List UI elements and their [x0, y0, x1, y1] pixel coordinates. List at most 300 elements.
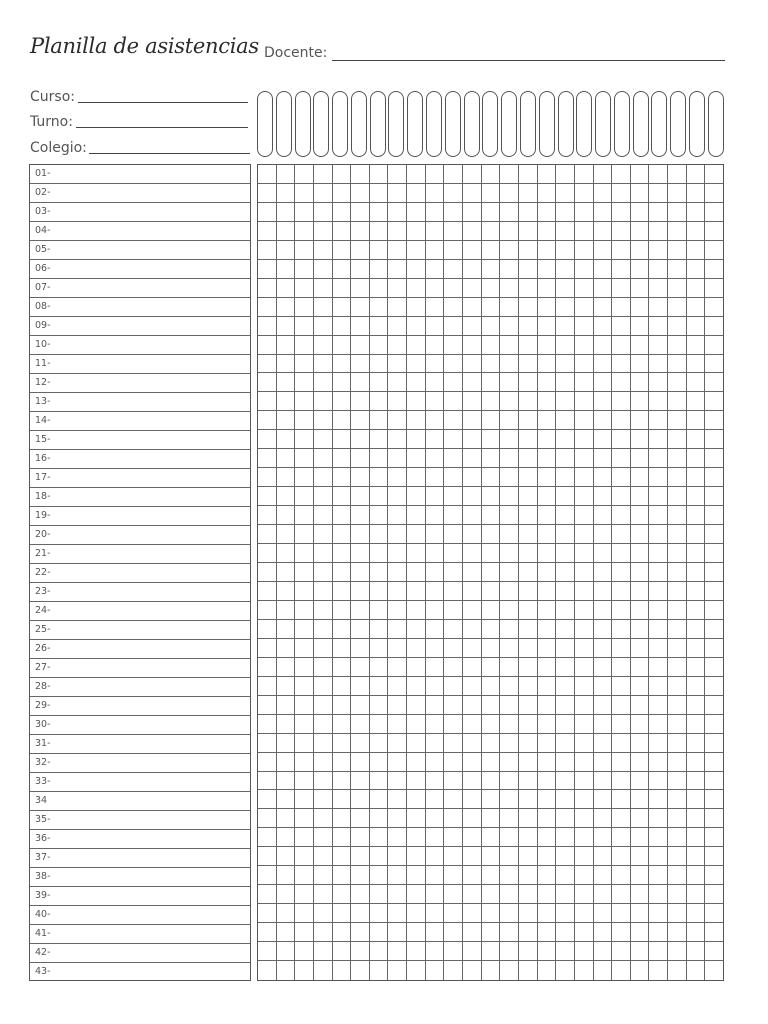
attendance-cell[interactable]	[612, 923, 631, 941]
attendance-cell[interactable]	[314, 373, 333, 391]
attendance-cell[interactable]	[314, 866, 333, 884]
attendance-cell[interactable]	[575, 184, 594, 202]
attendance-cell[interactable]	[594, 961, 613, 980]
attendance-cell[interactable]	[649, 639, 668, 657]
attendance-cell[interactable]	[463, 468, 482, 486]
attendance-cell[interactable]	[258, 734, 277, 752]
attendance-cell[interactable]	[649, 506, 668, 524]
attendance-cell[interactable]	[407, 961, 426, 980]
attendance-cell[interactable]	[519, 828, 538, 846]
student-row[interactable]: 06-	[30, 260, 250, 279]
attendance-cell[interactable]	[388, 487, 407, 505]
attendance-cell[interactable]	[556, 449, 575, 467]
student-row[interactable]: 29-	[30, 697, 250, 716]
attendance-cell[interactable]	[519, 715, 538, 733]
attendance-cell[interactable]	[426, 923, 445, 941]
attendance-cell[interactable]	[351, 715, 370, 733]
attendance-cell[interactable]	[407, 828, 426, 846]
attendance-cell[interactable]	[631, 184, 650, 202]
attendance-cell[interactable]	[370, 449, 389, 467]
attendance-cell[interactable]	[258, 639, 277, 657]
attendance-cell[interactable]	[463, 544, 482, 562]
attendance-cell[interactable]	[668, 487, 687, 505]
attendance-cell[interactable]	[388, 203, 407, 221]
attendance-cell[interactable]	[556, 260, 575, 278]
attendance-cell[interactable]	[538, 184, 557, 202]
attendance-cell[interactable]	[519, 184, 538, 202]
attendance-cell[interactable]	[556, 942, 575, 960]
attendance-cell[interactable]	[482, 866, 501, 884]
attendance-cell[interactable]	[482, 961, 501, 980]
attendance-cell[interactable]	[500, 355, 519, 373]
attendance-cell[interactable]	[333, 165, 352, 183]
attendance-cell[interactable]	[556, 544, 575, 562]
attendance-cell[interactable]	[277, 715, 296, 733]
attendance-cell[interactable]	[631, 506, 650, 524]
curso-field-line[interactable]	[78, 102, 248, 103]
attendance-cell[interactable]	[500, 753, 519, 771]
attendance-cell[interactable]	[594, 468, 613, 486]
attendance-cell[interactable]	[388, 336, 407, 354]
attendance-cell[interactable]	[426, 317, 445, 335]
attendance-cell[interactable]	[519, 942, 538, 960]
attendance-cell[interactable]	[370, 279, 389, 297]
attendance-cell[interactable]	[463, 715, 482, 733]
attendance-cell[interactable]	[575, 677, 594, 695]
attendance-cell[interactable]	[705, 241, 723, 259]
student-row[interactable]: 42-	[30, 944, 250, 963]
attendance-cell[interactable]	[333, 336, 352, 354]
attendance-cell[interactable]	[351, 203, 370, 221]
attendance-cell[interactable]	[649, 298, 668, 316]
attendance-cell[interactable]	[370, 696, 389, 714]
attendance-cell[interactable]	[612, 772, 631, 790]
attendance-cell[interactable]	[594, 790, 613, 808]
attendance-cell[interactable]	[444, 487, 463, 505]
attendance-cell[interactable]	[351, 449, 370, 467]
attendance-cell[interactable]	[575, 449, 594, 467]
attendance-cell[interactable]	[519, 923, 538, 941]
attendance-cell[interactable]	[575, 355, 594, 373]
attendance-cell[interactable]	[295, 279, 314, 297]
attendance-cell[interactable]	[277, 847, 296, 865]
attendance-cell[interactable]	[556, 753, 575, 771]
date-header-pill[interactable]	[257, 91, 273, 157]
attendance-cell[interactable]	[388, 790, 407, 808]
attendance-cell[interactable]	[258, 449, 277, 467]
attendance-cell[interactable]	[538, 298, 557, 316]
attendance-cell[interactable]	[687, 392, 706, 410]
attendance-cell[interactable]	[668, 961, 687, 980]
attendance-cell[interactable]	[668, 525, 687, 543]
attendance-cell[interactable]	[594, 658, 613, 676]
attendance-cell[interactable]	[407, 222, 426, 240]
attendance-cell[interactable]	[500, 601, 519, 619]
attendance-cell[interactable]	[594, 449, 613, 467]
attendance-cell[interactable]	[705, 885, 723, 903]
attendance-cell[interactable]	[649, 165, 668, 183]
attendance-cell[interactable]	[444, 298, 463, 316]
attendance-cell[interactable]	[668, 753, 687, 771]
attendance-cell[interactable]	[258, 468, 277, 486]
attendance-cell[interactable]	[612, 904, 631, 922]
attendance-cell[interactable]	[388, 753, 407, 771]
attendance-cell[interactable]	[519, 279, 538, 297]
attendance-cell[interactable]	[482, 392, 501, 410]
attendance-cell[interactable]	[575, 866, 594, 884]
attendance-cell[interactable]	[631, 222, 650, 240]
attendance-cell[interactable]	[575, 165, 594, 183]
attendance-cell[interactable]	[500, 772, 519, 790]
attendance-cell[interactable]	[631, 790, 650, 808]
attendance-cell[interactable]	[668, 923, 687, 941]
attendance-cell[interactable]	[575, 279, 594, 297]
date-header-pill[interactable]	[370, 91, 386, 157]
attendance-cell[interactable]	[687, 525, 706, 543]
attendance-cell[interactable]	[314, 601, 333, 619]
attendance-cell[interactable]	[612, 317, 631, 335]
attendance-cell[interactable]	[258, 582, 277, 600]
attendance-cell[interactable]	[444, 639, 463, 657]
attendance-cell[interactable]	[612, 260, 631, 278]
attendance-cell[interactable]	[538, 525, 557, 543]
attendance-cell[interactable]	[370, 658, 389, 676]
attendance-cell[interactable]	[687, 715, 706, 733]
attendance-cell[interactable]	[258, 373, 277, 391]
student-row[interactable]: 13-	[30, 393, 250, 412]
attendance-cell[interactable]	[444, 620, 463, 638]
attendance-cell[interactable]	[538, 279, 557, 297]
attendance-cell[interactable]	[426, 772, 445, 790]
attendance-cell[interactable]	[500, 411, 519, 429]
attendance-cell[interactable]	[594, 582, 613, 600]
attendance-cell[interactable]	[649, 620, 668, 638]
attendance-cell[interactable]	[258, 828, 277, 846]
attendance-cell[interactable]	[519, 961, 538, 980]
student-row[interactable]: 05-	[30, 241, 250, 260]
attendance-cell[interactable]	[407, 772, 426, 790]
attendance-cell[interactable]	[351, 639, 370, 657]
attendance-cell[interactable]	[631, 317, 650, 335]
attendance-cell[interactable]	[631, 809, 650, 827]
attendance-cell[interactable]	[482, 715, 501, 733]
attendance-cell[interactable]	[426, 506, 445, 524]
date-header-pill[interactable]	[539, 91, 555, 157]
attendance-cell[interactable]	[631, 336, 650, 354]
attendance-cell[interactable]	[500, 677, 519, 695]
attendance-cell[interactable]	[612, 620, 631, 638]
attendance-cell[interactable]	[482, 734, 501, 752]
attendance-cell[interactable]	[333, 753, 352, 771]
attendance-cell[interactable]	[258, 317, 277, 335]
attendance-cell[interactable]	[631, 601, 650, 619]
attendance-cell[interactable]	[668, 222, 687, 240]
attendance-cell[interactable]	[388, 449, 407, 467]
attendance-cell[interactable]	[444, 260, 463, 278]
attendance-cell[interactable]	[388, 563, 407, 581]
attendance-cell[interactable]	[594, 809, 613, 827]
attendance-cell[interactable]	[594, 241, 613, 259]
attendance-cell[interactable]	[631, 866, 650, 884]
attendance-cell[interactable]	[333, 184, 352, 202]
attendance-cell[interactable]	[631, 923, 650, 941]
attendance-cell[interactable]	[594, 525, 613, 543]
attendance-cell[interactable]	[482, 620, 501, 638]
attendance-cell[interactable]	[500, 165, 519, 183]
attendance-cell[interactable]	[538, 373, 557, 391]
attendance-cell[interactable]	[351, 734, 370, 752]
attendance-cell[interactable]	[426, 753, 445, 771]
attendance-cell[interactable]	[351, 753, 370, 771]
attendance-cell[interactable]	[687, 317, 706, 335]
attendance-cell[interactable]	[333, 961, 352, 980]
attendance-cell[interactable]	[333, 373, 352, 391]
attendance-cell[interactable]	[444, 222, 463, 240]
attendance-cell[interactable]	[407, 544, 426, 562]
attendance-cell[interactable]	[314, 165, 333, 183]
attendance-cell[interactable]	[277, 828, 296, 846]
attendance-cell[interactable]	[333, 601, 352, 619]
attendance-cell[interactable]	[575, 468, 594, 486]
attendance-cell[interactable]	[631, 961, 650, 980]
attendance-cell[interactable]	[295, 487, 314, 505]
attendance-cell[interactable]	[463, 487, 482, 505]
student-row[interactable]: 34	[30, 792, 250, 811]
attendance-cell[interactable]	[612, 734, 631, 752]
attendance-cell[interactable]	[649, 430, 668, 448]
attendance-cell[interactable]	[351, 468, 370, 486]
attendance-cell[interactable]	[295, 336, 314, 354]
attendance-cell[interactable]	[687, 923, 706, 941]
attendance-cell[interactable]	[314, 411, 333, 429]
attendance-cell[interactable]	[426, 658, 445, 676]
attendance-cell[interactable]	[649, 468, 668, 486]
attendance-cell[interactable]	[668, 942, 687, 960]
attendance-cell[interactable]	[351, 923, 370, 941]
attendance-cell[interactable]	[705, 430, 723, 448]
student-row[interactable]: 02-	[30, 184, 250, 203]
attendance-cell[interactable]	[519, 885, 538, 903]
attendance-cell[interactable]	[407, 298, 426, 316]
attendance-cell[interactable]	[687, 468, 706, 486]
attendance-cell[interactable]	[314, 828, 333, 846]
attendance-cell[interactable]	[314, 942, 333, 960]
attendance-cell[interactable]	[482, 847, 501, 865]
attendance-cell[interactable]	[370, 544, 389, 562]
attendance-cell[interactable]	[538, 715, 557, 733]
attendance-cell[interactable]	[314, 222, 333, 240]
attendance-cell[interactable]	[519, 639, 538, 657]
attendance-cell[interactable]	[631, 904, 650, 922]
attendance-cell[interactable]	[258, 506, 277, 524]
attendance-cell[interactable]	[314, 885, 333, 903]
attendance-cell[interactable]	[370, 430, 389, 448]
attendance-cell[interactable]	[333, 506, 352, 524]
attendance-cell[interactable]	[612, 184, 631, 202]
date-header-pill[interactable]	[482, 91, 498, 157]
attendance-cell[interactable]	[556, 904, 575, 922]
attendance-cell[interactable]	[463, 411, 482, 429]
attendance-cell[interactable]	[538, 241, 557, 259]
attendance-cell[interactable]	[314, 847, 333, 865]
attendance-cell[interactable]	[277, 487, 296, 505]
attendance-cell[interactable]	[463, 639, 482, 657]
attendance-cell[interactable]	[631, 885, 650, 903]
attendance-cell[interactable]	[444, 373, 463, 391]
attendance-cell[interactable]	[482, 885, 501, 903]
attendance-cell[interactable]	[314, 392, 333, 410]
attendance-cell[interactable]	[538, 809, 557, 827]
attendance-cell[interactable]	[333, 904, 352, 922]
attendance-cell[interactable]	[575, 317, 594, 335]
attendance-cell[interactable]	[426, 336, 445, 354]
attendance-cell[interactable]	[333, 866, 352, 884]
attendance-cell[interactable]	[594, 317, 613, 335]
attendance-cell[interactable]	[705, 411, 723, 429]
attendance-cell[interactable]	[500, 639, 519, 657]
attendance-cell[interactable]	[612, 753, 631, 771]
attendance-cell[interactable]	[500, 449, 519, 467]
attendance-cell[interactable]	[500, 734, 519, 752]
attendance-cell[interactable]	[388, 847, 407, 865]
attendance-cell[interactable]	[705, 828, 723, 846]
attendance-cell[interactable]	[370, 487, 389, 505]
attendance-cell[interactable]	[333, 677, 352, 695]
attendance-cell[interactable]	[687, 373, 706, 391]
attendance-cell[interactable]	[649, 885, 668, 903]
attendance-cell[interactable]	[519, 241, 538, 259]
attendance-cell[interactable]	[426, 790, 445, 808]
attendance-cell[interactable]	[426, 828, 445, 846]
attendance-cell[interactable]	[687, 260, 706, 278]
attendance-cell[interactable]	[500, 544, 519, 562]
attendance-cell[interactable]	[407, 336, 426, 354]
attendance-cell[interactable]	[538, 923, 557, 941]
attendance-cell[interactable]	[333, 298, 352, 316]
attendance-cell[interactable]	[687, 942, 706, 960]
attendance-cell[interactable]	[538, 904, 557, 922]
attendance-cell[interactable]	[426, 563, 445, 581]
attendance-cell[interactable]	[500, 847, 519, 865]
attendance-cell[interactable]	[668, 260, 687, 278]
attendance-cell[interactable]	[556, 582, 575, 600]
attendance-cell[interactable]	[668, 317, 687, 335]
attendance-cell[interactable]	[351, 772, 370, 790]
attendance-cell[interactable]	[426, 165, 445, 183]
attendance-cell[interactable]	[351, 601, 370, 619]
attendance-cell[interactable]	[463, 279, 482, 297]
attendance-cell[interactable]	[444, 658, 463, 676]
date-header-pill[interactable]	[426, 91, 442, 157]
attendance-cell[interactable]	[482, 449, 501, 467]
attendance-cell[interactable]	[444, 279, 463, 297]
student-row[interactable]: 23-	[30, 583, 250, 602]
attendance-cell[interactable]	[388, 866, 407, 884]
attendance-cell[interactable]	[612, 279, 631, 297]
attendance-cell[interactable]	[444, 506, 463, 524]
attendance-cell[interactable]	[649, 392, 668, 410]
attendance-cell[interactable]	[426, 184, 445, 202]
attendance-cell[interactable]	[388, 620, 407, 638]
attendance-cell[interactable]	[687, 544, 706, 562]
attendance-cell[interactable]	[668, 734, 687, 752]
attendance-cell[interactable]	[482, 487, 501, 505]
attendance-cell[interactable]	[668, 411, 687, 429]
attendance-cell[interactable]	[444, 847, 463, 865]
attendance-cell[interactable]	[519, 544, 538, 562]
attendance-cell[interactable]	[482, 828, 501, 846]
student-row[interactable]: 09-	[30, 317, 250, 336]
attendance-cell[interactable]	[463, 753, 482, 771]
attendance-cell[interactable]	[575, 525, 594, 543]
attendance-cell[interactable]	[407, 696, 426, 714]
attendance-cell[interactable]	[426, 582, 445, 600]
attendance-cell[interactable]	[351, 809, 370, 827]
attendance-cell[interactable]	[705, 279, 723, 297]
attendance-cell[interactable]	[556, 373, 575, 391]
attendance-cell[interactable]	[519, 809, 538, 827]
attendance-cell[interactable]	[370, 809, 389, 827]
attendance-cell[interactable]	[705, 165, 723, 183]
attendance-cell[interactable]	[556, 355, 575, 373]
attendance-cell[interactable]	[538, 336, 557, 354]
attendance-cell[interactable]	[500, 184, 519, 202]
attendance-cell[interactable]	[444, 355, 463, 373]
attendance-cell[interactable]	[575, 942, 594, 960]
attendance-cell[interactable]	[407, 923, 426, 941]
attendance-cell[interactable]	[351, 582, 370, 600]
attendance-cell[interactable]	[500, 809, 519, 827]
attendance-cell[interactable]	[333, 734, 352, 752]
attendance-cell[interactable]	[649, 373, 668, 391]
attendance-cell[interactable]	[649, 279, 668, 297]
attendance-cell[interactable]	[333, 790, 352, 808]
attendance-cell[interactable]	[519, 355, 538, 373]
attendance-cell[interactable]	[277, 373, 296, 391]
attendance-cell[interactable]	[463, 336, 482, 354]
attendance-cell[interactable]	[687, 430, 706, 448]
student-row[interactable]: 33-	[30, 773, 250, 792]
attendance-cell[interactable]	[463, 392, 482, 410]
attendance-cell[interactable]	[705, 639, 723, 657]
attendance-cell[interactable]	[351, 904, 370, 922]
student-row[interactable]: 43-	[35, 966, 51, 977]
attendance-cell[interactable]	[388, 468, 407, 486]
attendance-cell[interactable]	[258, 790, 277, 808]
attendance-cell[interactable]	[705, 772, 723, 790]
attendance-cell[interactable]	[333, 639, 352, 657]
attendance-cell[interactable]	[277, 620, 296, 638]
attendance-cell[interactable]	[649, 734, 668, 752]
student-row[interactable]: 27-	[30, 659, 250, 678]
attendance-cell[interactable]	[444, 184, 463, 202]
attendance-cell[interactable]	[333, 809, 352, 827]
attendance-cell[interactable]	[687, 639, 706, 657]
attendance-cell[interactable]	[631, 582, 650, 600]
attendance-cell[interactable]	[575, 487, 594, 505]
attendance-cell[interactable]	[612, 961, 631, 980]
attendance-cell[interactable]	[277, 411, 296, 429]
attendance-cell[interactable]	[295, 544, 314, 562]
attendance-cell[interactable]	[612, 449, 631, 467]
attendance-cell[interactable]	[314, 582, 333, 600]
attendance-cell[interactable]	[612, 790, 631, 808]
attendance-cell[interactable]	[519, 753, 538, 771]
student-row[interactable]: 17-	[30, 469, 250, 488]
attendance-cell[interactable]	[426, 411, 445, 429]
attendance-cell[interactable]	[538, 430, 557, 448]
attendance-cell[interactable]	[631, 260, 650, 278]
